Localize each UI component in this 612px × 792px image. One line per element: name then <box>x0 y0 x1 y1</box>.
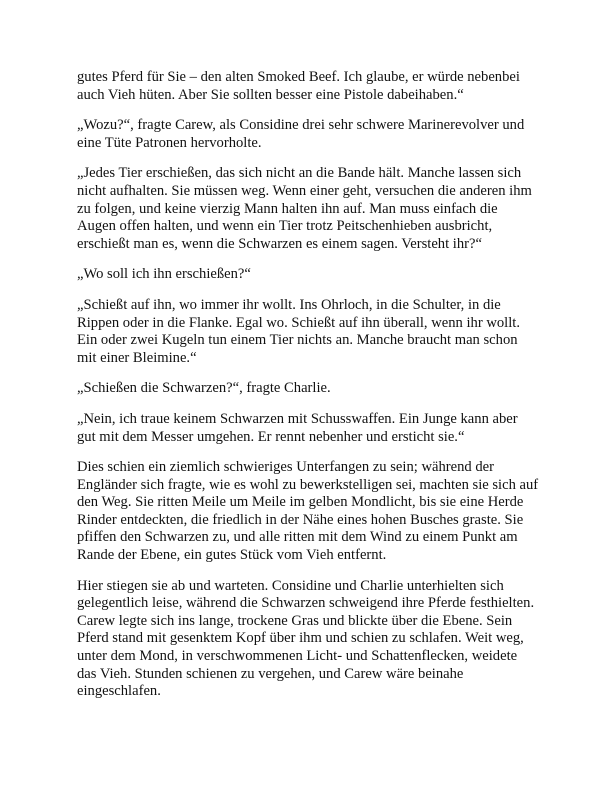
paragraph-1: gutes Pferd für Sie – den alten Smoked Beef. Ich glaube, er würde nebenbei auch Vieh hüten. Aber Sie sollten besser eine Pistole dabeihaben.“ <box>77 69 520 103</box>
paragraph-6: „Schießen die Schwarzen?“, fragte Charlie. <box>77 380 331 397</box>
paragraph-9: Hier stiegen sie ab und warteten. Considine und Charlie unterhielten sich gelegentlich leise, während die Schwarzen schweigend ihre Pferde festhielten. Carew legte sich ins lange, trockene Gras und blickte über die Ebene. Sein Pferd stand mit gesenktem Kopf über ihm und schien zu schlafen. Weit weg, unter dem Mond, in verschwommenen Licht- und Schattenflecken, weidete das Vieh. Stunden schienen zu vergehen, und Carew wäre beinahe eingeschlafen. <box>77 577 535 700</box>
paragraph-2: „Wozu?“, fragte Carew, als Considine drei sehr schwere Marinerevolver und eine Tüte Patronen hervorholte. <box>77 117 525 151</box>
paragraph-7: „Nein, ich traue keinem Schwarzen mit Schusswaffen. Ein Junge kann aber gut mit dem Messer umgehen. Er rennt nebenher und ersticht sie.“ <box>77 410 518 445</box>
paragraph-8: Dies schien ein ziemlich schwieriges Unterfangen zu sein; während der Engländer sich fragte, wie es wohl zu bewerkstelligen sei, machten sie sich auf den Weg. Sie ritten Meile um Meile im gelben Mondlicht, bis sie eine Herde Rinder entdeckten, die friedlich in der Nähe eines hohen Busches graste. Sie pfiffen den Schwarzen zu, und alle ritten mit dem Wind zu einem Punkt am Rande der Ebene, ein gutes Stück vom Vieh entfernt. <box>77 459 539 564</box>
paragraph-3: „Jedes Tier erschießen, das sich nicht an die Bande hält. Manche lassen sich nicht aufhalten. Sie müssen weg. Wenn einer geht, versuchen die anderen ihm zu folgen, und keine vierzig Mann halten ihn auf. Man muss einfach die Augen offen halten, und wenn ein Tier trotz Peitschenhieben ausbricht, erschießt man es, wenn die Schwarzen es einem sagen. Versteht ihr?“ <box>77 165 532 252</box>
paragraph-5: „Schießt auf ihn, wo immer ihr wollt. Ins Ohrloch, in die Schulter, in die Rippen oder in die Flanke. Egal wo. Schießt auf ihn überall, wenn ihr wollt. Ein oder zwei Kugeln tun einem Tier nichts an. Manche braucht man schon mit einer Bleimine.“ <box>77 296 520 366</box>
paragraph-4: „Wo soll ich ihn erschießen?“ <box>77 266 251 283</box>
page-body <box>77 69 539 714</box>
